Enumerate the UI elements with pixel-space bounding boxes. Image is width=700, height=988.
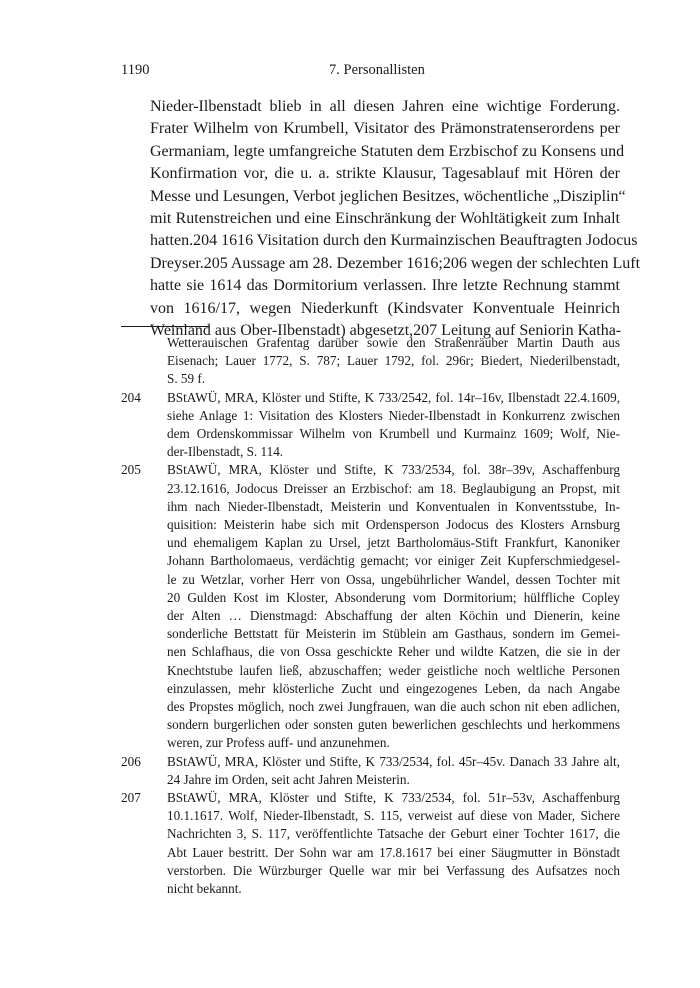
body-line: Messe und Lesungen, Verbot jeglichen Besitzes, wöchentliche „Disziplin“	[150, 187, 626, 205]
footnotes	[121, 334, 621, 898]
footnote-line: der Alten … Dienstmagd: Abschaffung der alten Köchin und Dienerin, keine	[167, 608, 620, 624]
body-line: Nieder-Ilbenstadt blieb in all diesen Jahren eine wichtige Forderung.	[150, 98, 620, 115]
footnote-line: 24 Jahre im Orden, seit acht Jahren Meisterin.	[167, 771, 410, 787]
footnote-text	[167, 334, 620, 389]
footnote-line: Knechtstube laufen ließ, abzuschaffen; weder geistliche noch weltliche Personen	[167, 662, 620, 678]
footnote-line: le zu Wetzlar, vorher Herr von Ossa, ungebührlicher Wandel, dessen Tochter mit	[167, 571, 620, 587]
footnote-number: 207	[121, 790, 141, 806]
footnote-line: verstorben. Die Würzburger Quelle war mir bei Verfassung des Aufsatzes noch	[167, 862, 620, 878]
footnote-line: nicht bekannt.	[167, 881, 242, 897]
page-number: 1190	[121, 62, 150, 78]
footnote-line: 20 Gulden Kost im Kloster, Absonderung vom Dormitorium; hülffliche Copley	[167, 589, 620, 605]
footnote-line: siehe Anlage 1: Visitation des Klosters Nieder-Ilbenstadt in Konkurrenz zwischen	[167, 407, 620, 423]
footnote-205	[121, 461, 621, 752]
body-line: Konfirmation vor, die u. a. strikte Klausur, Tagesablauf mit Hören der	[150, 165, 620, 183]
footnote-line: 23.12.1616, Jodocus Dreisser an Erzbischof: am 18. Beglaubigung an Propst, mit	[167, 480, 620, 496]
footnote-line: quisition: Meisterin habe sich mit Ordensperson Jodocus des Klosters Arnsburg	[167, 517, 620, 533]
footnote-line: BStAWÜ, MRA, Klöster und Stifte, K 733/2534, fol. 38r–39v, Aschaffenburg	[167, 462, 620, 478]
footnote-number: 205	[121, 462, 141, 478]
body-line: Dreyser.205 Aussage am 28. Dezember 1616;206 wegen der schlechten Luft	[150, 254, 641, 272]
footnote-line: sondern burgerlichen oder sonsten guten bewerlichen geschlechts und herkommens	[167, 717, 620, 733]
footnote-204	[121, 389, 621, 462]
footnote-line: sonderliche Bettstatt für Meisterin im Stüblein am Gasthaus, sondern im Gemei-	[167, 626, 620, 642]
footnote-line: des Propstes möglich, noch zwei Jungfrauen, wan die auch schon nit eben adlichen,	[167, 699, 620, 715]
running-head: 7. Personallisten	[329, 62, 425, 78]
footnote-line: nen Schlafhaus, die von Ossa geschickte Reher und wildte Katzen, die sie in der	[167, 644, 620, 660]
footnote-207	[121, 789, 621, 898]
footnote-line: Nachrichten 3, S. 117, veröffentlichte Tatsache der Geburt einer Tochter 1617, die	[167, 826, 620, 842]
footnote-line: ihm nach Nieder-Ilbenstadt, Meisterin und Konventualen in Konventsstube, In-	[167, 498, 620, 514]
page-header	[121, 62, 621, 82]
footnote-line: Johann Bartholomaeus, verdächtig gemacht; vor einiger Zeit Kupferschmiedgesel-	[167, 553, 620, 569]
footnote-line: Wetterauischen Grafentag darüber sowie den Straßenräuber Martin Dauth aus	[167, 335, 620, 350]
footnote-line: dem Ordenskommissar Wilhelm von Krumbell und Kurmainz 1609; Wolf, Nie-	[167, 426, 620, 442]
body-line: Frater Wilhelm von Krumbell, Visitator des Prämonstratenserordens per	[150, 120, 620, 138]
footnote-line: Eisenach; Lauer 1772, S. 787; Lauer 1792, fol. 296r; Biedert, Niederilbenstadt,	[167, 353, 620, 369]
footnote-text	[167, 389, 620, 462]
footnote-line: BStAWÜ, MRA, Klöster und Stifte, K 733/2534, fol. 45r–45v. Danach 33 Jahre alt,	[167, 753, 620, 769]
footnote-206	[121, 753, 621, 789]
body-line: hatten.204 1616 Visitation durch den Kurmainzischen Beauftragten Jodocus	[150, 232, 638, 250]
footnote-number: 204	[121, 389, 141, 405]
footnote-line: und ehemaligem Kaplan zu Ursel, jetzt Bartholomäus-Stift Frankfurt, Kanoniker	[167, 535, 620, 551]
footnote-line: 10.1.1617. Wolf, Nieder-Ilbenstadt, S. 115, verweist auf diese von Mader, Sichere	[167, 808, 620, 824]
footnote-line: der-Ilbenstadt, S. 114.	[167, 444, 284, 460]
body-line: von 1616/17, wegen Niederkunft (Kindsvater Konventuale Heinrich	[150, 299, 620, 317]
main-text	[150, 96, 641, 342]
footnote-line: BStAWÜ, MRA, Klöster und Stifte, K 733/2542, fol. 14r–16v, Ilbenstadt 22.4.1609,	[167, 389, 620, 405]
footnote-continued	[121, 334, 621, 389]
body-line: hatte sie 1614 das Dormitorium verlassen. Ihre letzte Rechnung stammt	[150, 277, 620, 295]
body-line: Weinland aus Ober-Ilbenstadt) abgesetzt,207 Leitung auf Seniorin Katha-	[150, 322, 622, 340]
body-line: Germaniam, legte umfangreiche Statuten dem Erzbischof zu Konsens und	[150, 142, 625, 160]
footnote-line: BStAWÜ, MRA, Klöster und Stifte, K 733/2534, fol. 51r–53v, Aschaffenburg	[167, 790, 620, 806]
footnote-rule	[121, 326, 209, 327]
footnote-text	[167, 789, 620, 898]
footnote-number: 206	[121, 753, 141, 769]
footnote-text	[167, 753, 620, 789]
footnote-line: Abt Lauer bestritt. Der Sohn war am 17.8.1617 bei einer Säugmutter in Bönstadt	[167, 844, 620, 860]
body-line: mit Rutenstreichen und eine Einschränkung der Wohltätigkeit zum Inhalt	[150, 210, 620, 228]
footnote-line: S. 59 f.	[167, 371, 206, 387]
footnote-line: weren, zur Profess auff- und anzunehmen.	[167, 735, 390, 751]
footnote-text	[167, 461, 620, 752]
footnote-line: einzulassen, mehr klösterliche Zucht und eingezogenes Leben, da nach Angabe	[167, 680, 620, 696]
